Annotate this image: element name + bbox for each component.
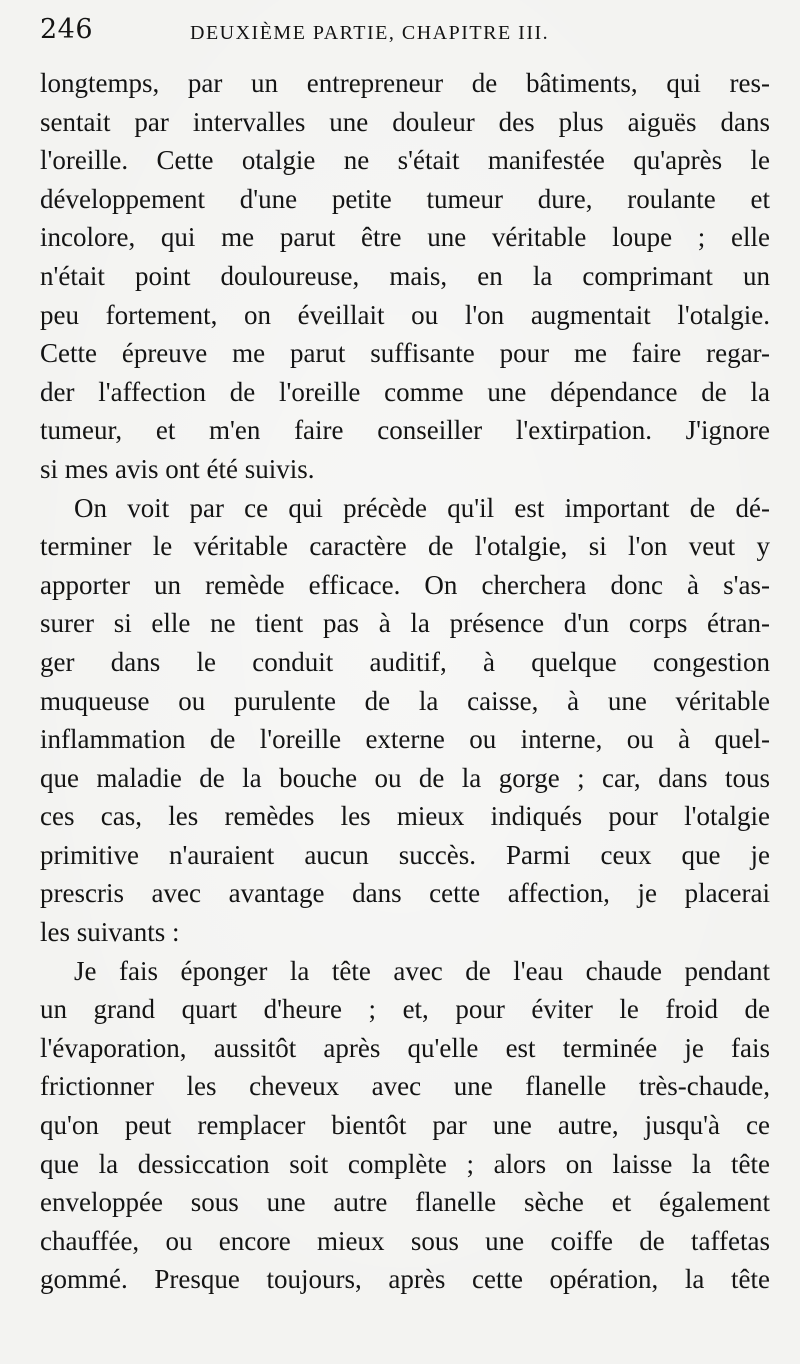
text-line: qu'on peut remplacer bientôt par une autre, jusqu'à ce — [40, 1110, 770, 1141]
text-line: gommé. Presque toujours, après cette opération, la tête — [40, 1264, 770, 1295]
text-line: l'oreille. Cette otalgie ne s'était manifestée qu'après le — [40, 145, 770, 176]
text-line: n'était point douloureuse, mais, en la comprimant un — [40, 260, 770, 291]
text-line: terminer le véritable caractère de l'otalgie, si l'on veut y — [40, 531, 770, 562]
text-line: un grand quart d'heure ; et, pour éviter le froid de — [40, 994, 770, 1025]
text-line: frictionner les cheveux avec une flanelle très-chaude, — [40, 1071, 770, 1102]
page-number: 246 — [40, 14, 94, 45]
text-line: l'évaporation, aussitôt après qu'elle est terminée je fais — [40, 1032, 770, 1063]
text-line: peu fortement, on éveillait ou l'on augmentait l'otalgie. — [40, 299, 770, 330]
paragraph-first-line: On voit par ce qui précède qu'il est important de dé- — [74, 492, 770, 523]
page-header — [40, 14, 780, 54]
text-line: prescris avec avantage dans cette affection, je placerai — [40, 878, 770, 909]
paragraph-first-line: Je fais éponger la tête avec de l'eau chaude pendant — [74, 955, 770, 986]
text-line: que la dessiccation soit complète ; alors on laisse la tête — [40, 1148, 770, 1179]
text-line: chauffée, ou encore mieux sous une coiffe de taffetas — [40, 1225, 770, 1256]
text-line: tumeur, et m'en faire conseiller l'extirpation. J'ignore — [40, 415, 770, 446]
running-head: DEUXIÈME PARTIE, CHAPITRE III. — [190, 22, 550, 44]
text-line: incolore, qui me parut être une véritable loupe ; elle — [40, 222, 770, 253]
text-line: ces cas, les remèdes les mieux indiqués pour l'otalgie — [40, 801, 770, 832]
text-line: apporter un remède efficace. On cherchera donc à s'as- — [40, 569, 770, 600]
text-line: longtemps, par un entrepreneur de bâtiments, qui res- — [40, 68, 770, 98]
text-line: sentait par intervalles une douleur des plus aiguës dans — [40, 106, 770, 137]
text-line: der l'affection de l'oreille comme une dépendance de la — [40, 376, 770, 407]
text-line: développement d'une petite tumeur dure, roulante et — [40, 183, 770, 214]
body-text — [40, 64, 770, 1299]
text-line: muqueuse ou purulente de la caisse, à une véritable — [40, 685, 770, 716]
text-line: enveloppée sous une autre flanelle sèche et également — [40, 1187, 770, 1218]
text-line: Cette épreuve me parut suffisante pour me faire regar- — [40, 338, 770, 369]
text-line: ger dans le conduit auditif, à quelque congestion — [40, 646, 770, 677]
text-line: les suivants : — [40, 917, 180, 948]
text-line: surer si elle ne tient pas à la présence d'un corps étran- — [40, 608, 770, 639]
text-line: inflammation de l'oreille externe ou interne, ou à quel- — [40, 724, 770, 755]
text-line: primitive n'auraient aucun succès. Parmi ceux que je — [40, 839, 770, 870]
text-line: que maladie de la bouche ou de la gorge ; car, dans tous — [40, 762, 770, 793]
text-line: si mes avis ont été suivis. — [40, 453, 315, 484]
